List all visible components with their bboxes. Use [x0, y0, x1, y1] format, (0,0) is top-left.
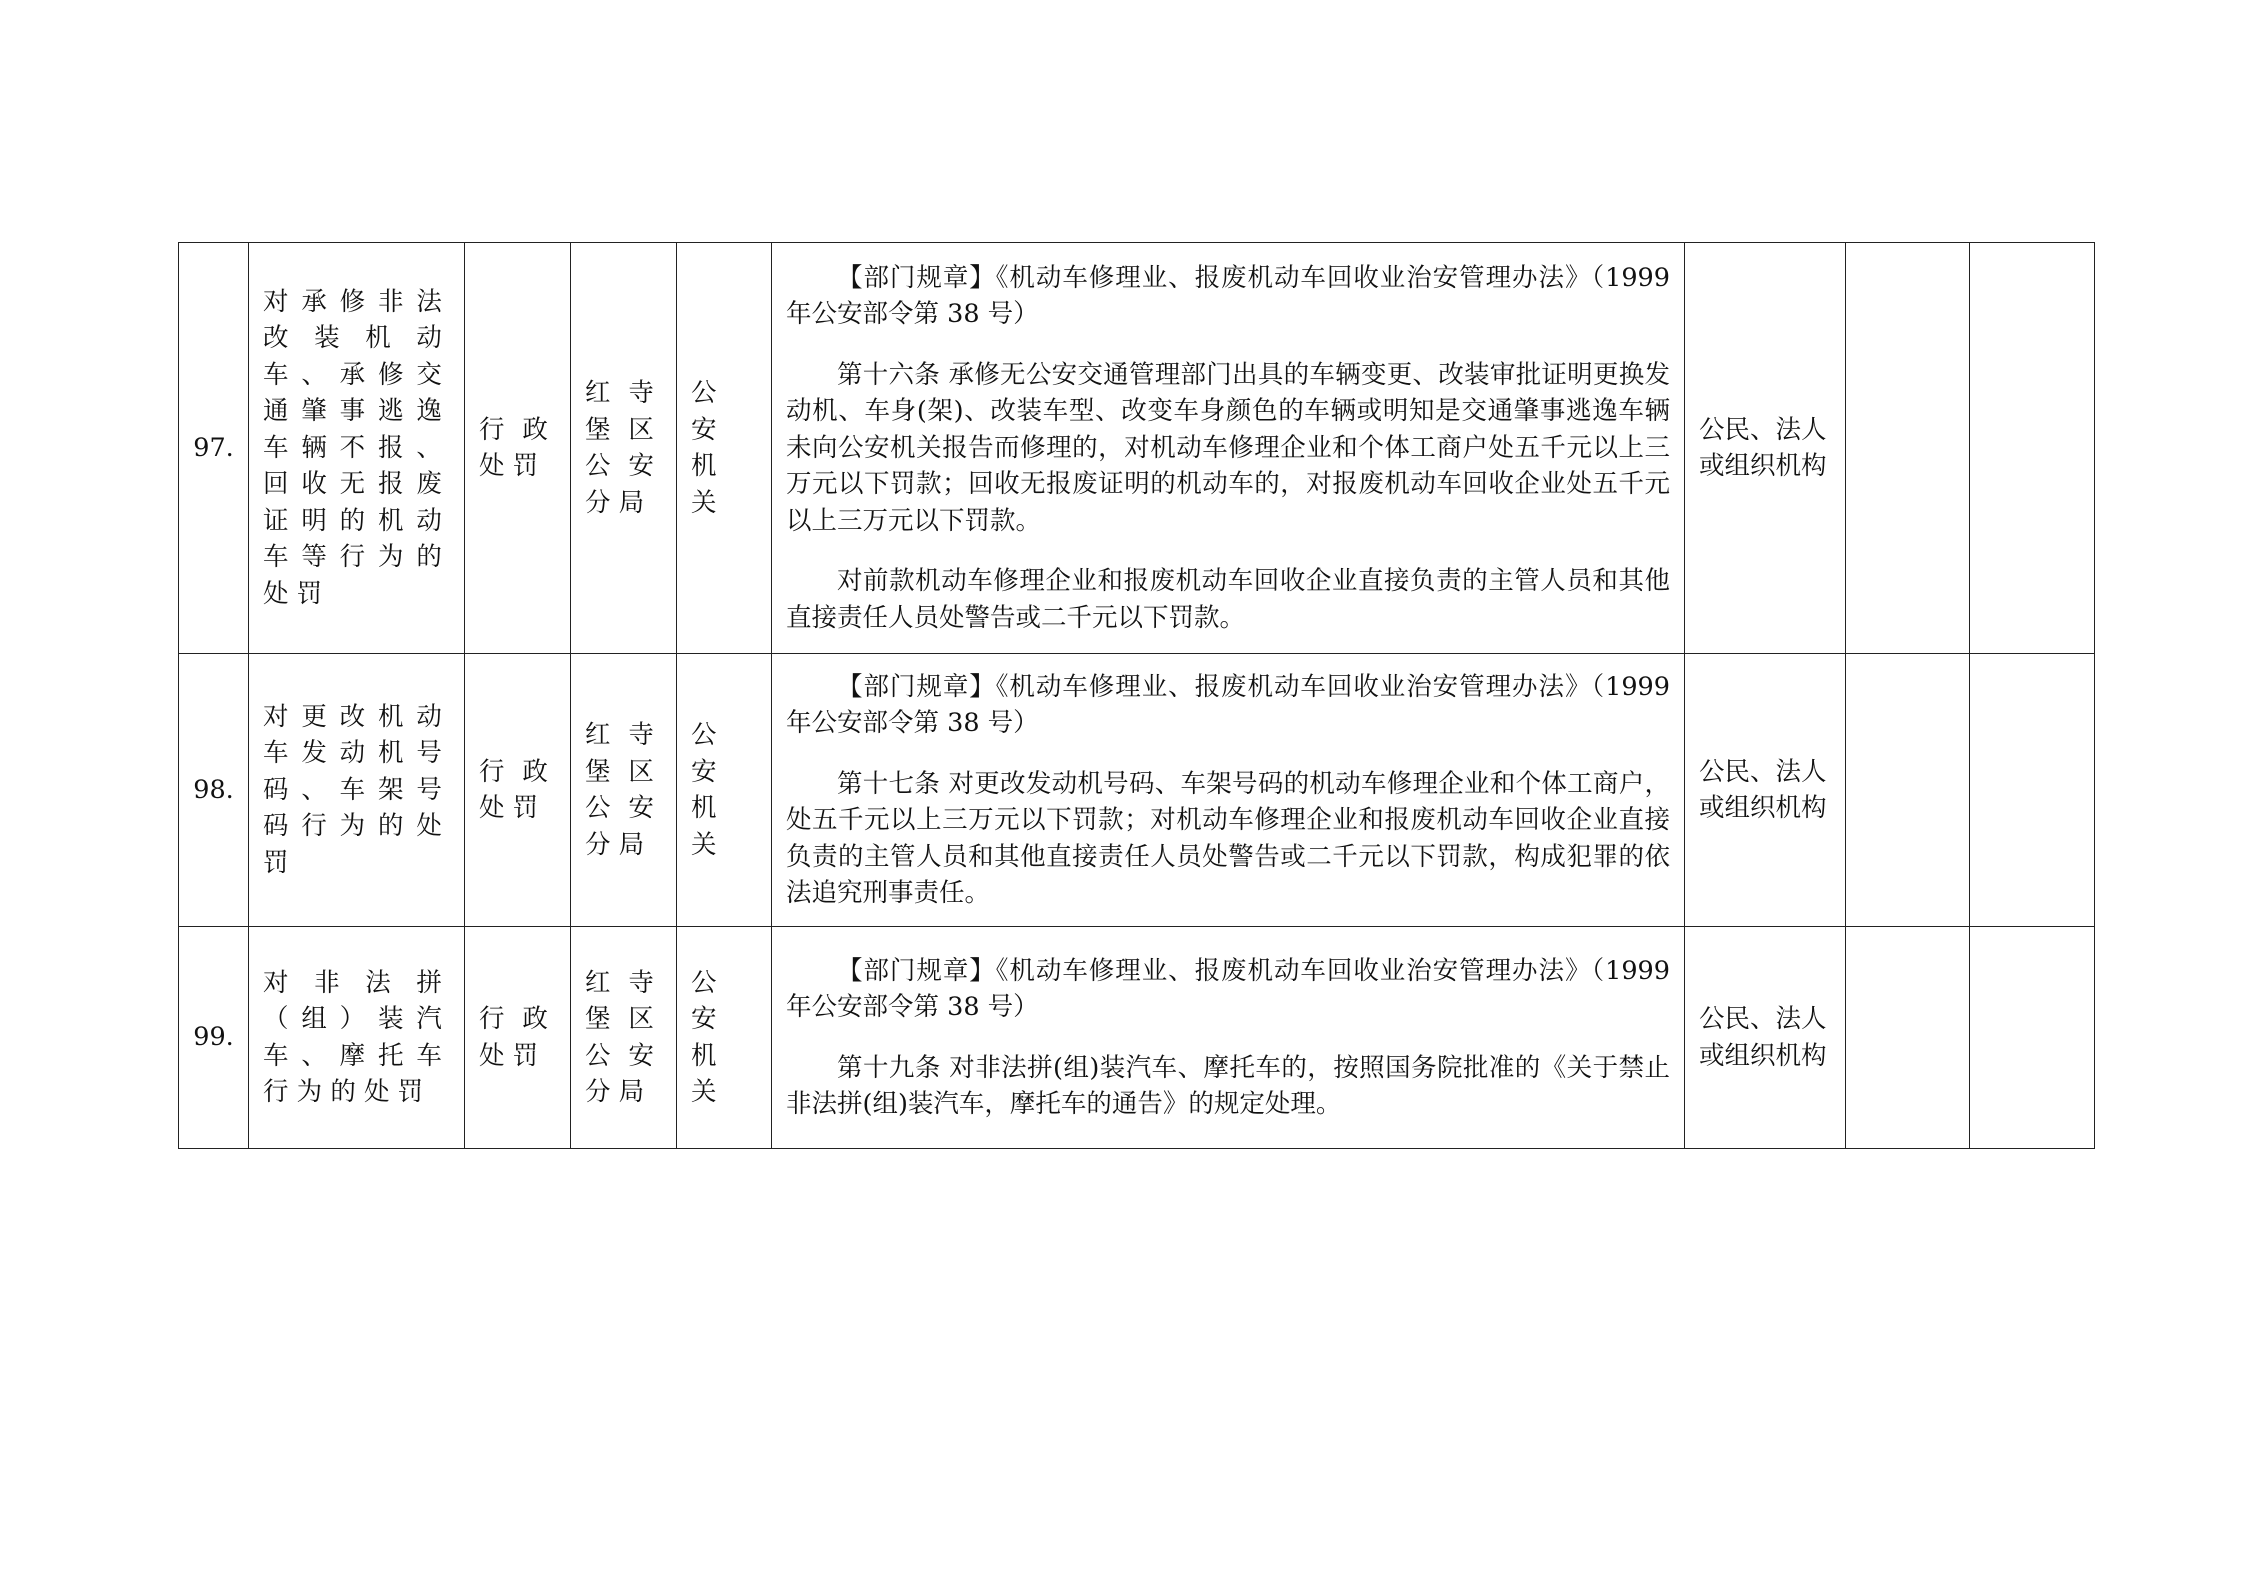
legal-basis	[772, 927, 1685, 1149]
empty-cell	[1970, 927, 2095, 1149]
empty-cell	[1970, 243, 2095, 654]
enforcement-department: 红寺堡区公安分局	[571, 243, 677, 654]
enforcement-department: 红寺堡区公安分局	[571, 654, 677, 927]
item-name: 对承修非法改装机动车、承修交通肇事逃逸车辆不报、回收无报废证明的机动车等行为的处罚	[249, 243, 465, 654]
basis-paragraph: 第十九条 对非法拼(组)装汽车、摩托车的，按照国务院批准的《关于禁止非法拼(组)装汽车，摩托车的通告》的规定处理。	[786, 1052, 1670, 1119]
enforcement-organ: 公安机关	[677, 243, 772, 654]
item-name: 对非法拼（组）装汽车、摩托车行为的处罚	[249, 927, 465, 1149]
row-number: 99.	[179, 927, 249, 1149]
legal-basis	[772, 654, 1685, 927]
basis-header: 【部门规章】《机动车修理业、报废机动车回收业治安管理办法》（1999 年公安部令第 38 号）	[786, 262, 1670, 330]
empty-cell	[1970, 654, 2095, 927]
enforcement-organ: 公安机关	[677, 654, 772, 927]
basis-paragraph: 第十七条 对更改发动机号码、车架号码的机动车修理企业和个体工商户，处五千元以上三万元以下罚款；对机动车修理企业和报废机动车回收企业直接负责的主管人员和其他直接责任人员处警告或二千元以下罚款，构成犯罪的依法追究刑事责任。	[786, 768, 1670, 908]
item-name: 对更改机动车发动机号码、车架号码行为的处罚	[249, 654, 465, 927]
penalty-type: 行政处罚	[465, 654, 571, 927]
enforcement-department: 红寺堡区公安分局	[571, 927, 677, 1149]
empty-cell	[1846, 927, 1970, 1149]
penalty-object: 公民、法人或组织机构	[1685, 243, 1846, 654]
penalty-type: 行政处罚	[465, 243, 571, 654]
empty-cell	[1846, 654, 1970, 927]
legal-basis	[772, 243, 1685, 654]
basis-paragraph: 对前款机动车修理企业和报废机动车回收企业直接负责的主管人员和其他直接责任人员处警告或二千元以下罚款。	[786, 566, 1670, 633]
table-row	[179, 654, 2095, 927]
table-row	[179, 243, 2095, 654]
table-row	[179, 927, 2095, 1149]
basis-paragraph: 第十六条 承修无公安交通管理部门出具的车辆变更、改装审批证明更换发动机、车身(架)、改装车型、改变车身颜色的车辆或明知是交通肇事逃逸车辆未向公安机关报告而修理的，对机动车修理企业和个体工商户处五千元以上三万元以下罚款；回收无报废证明的机动车的，对报废机动车回收企业处五千元以上三万元以下罚款。	[786, 359, 1670, 536]
penalty-object: 公民、法人或组织机构	[1685, 927, 1846, 1149]
basis-header: 【部门规章】《机动车修理业、报废机动车回收业治安管理办法》（1999 年公安部令第 38 号）	[786, 955, 1670, 1022]
enforcement-organ: 公安机关	[677, 927, 772, 1149]
penalty-type: 行政处罚	[465, 927, 571, 1149]
penalty-object: 公民、法人或组织机构	[1685, 654, 1846, 927]
row-number: 98.	[179, 654, 249, 927]
row-number: 97.	[179, 243, 249, 654]
empty-cell	[1846, 243, 1970, 654]
basis-header: 【部门规章】《机动车修理业、报废机动车回收业治安管理办法》（1999 年公安部令第 38 号）	[786, 671, 1670, 738]
penalty-items-table	[178, 242, 2095, 1149]
